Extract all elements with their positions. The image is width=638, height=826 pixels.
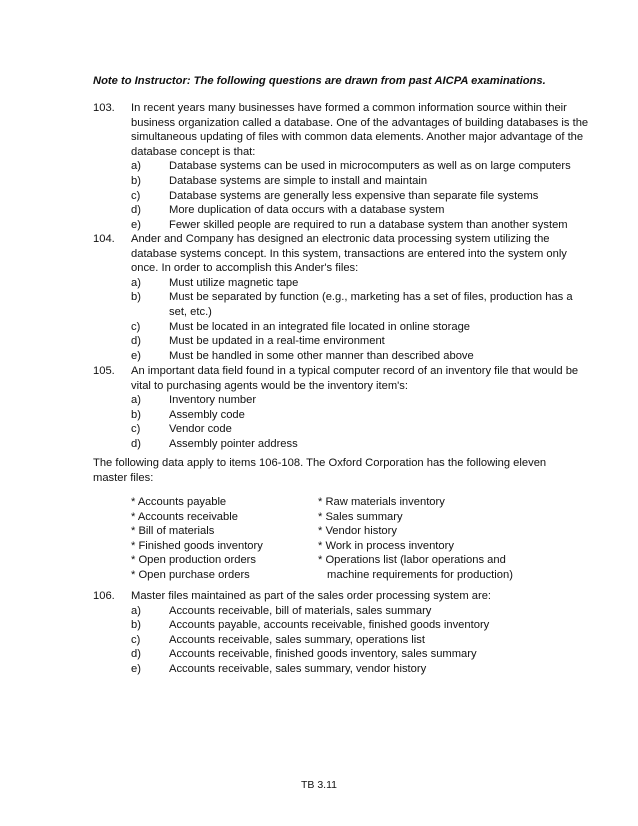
answer-option [131, 174, 593, 189]
page-footer: TB 3.11 [301, 779, 337, 791]
answer-option [131, 290, 593, 319]
answer-option [131, 437, 593, 452]
question-stem: In recent years many businesses have formed a common information source within their business organization called a database. One of the advantages of building databases is the simultaneous updating of files with common data elements. Another major advantage of the database concept is that: [131, 102, 589, 158]
option-text: Database systems are generally less expensive than separate file systems [169, 189, 539, 202]
answer-option [131, 189, 593, 204]
option-letter: c) [131, 423, 141, 436]
option-letter: b) [131, 408, 141, 421]
option-letter: a) [131, 394, 141, 407]
answer-option [131, 604, 593, 619]
option-letter: b) [131, 174, 141, 187]
answer-option [131, 618, 593, 633]
option-letter: e) [131, 662, 141, 675]
option-letter: a) [131, 160, 141, 173]
answer-option [131, 422, 593, 437]
option-text: Must be updated in a real-time environment [169, 335, 385, 348]
master-file-item: * Accounts payable [131, 496, 227, 508]
master-file-item: * Open production orders [131, 554, 257, 567]
option-text: Accounts receivable, bill of materials, sales summary [169, 604, 432, 617]
option-letter: a) [131, 276, 141, 289]
option-text: Accounts receivable, finished goods inventory, sales summary [169, 648, 477, 661]
answer-option [131, 334, 593, 349]
answer-option [131, 647, 593, 662]
option-letter: e) [131, 349, 141, 362]
question-stem: Ander and Company has designed an electronic data processing system utilizing the database systems concept. In this system, transactions are entered into the system only once. In order to accomplish this Ander's files: [131, 233, 567, 275]
answer-option [131, 159, 593, 174]
answer-option [131, 408, 593, 423]
question-103 [93, 101, 593, 232]
master-file-item: * Vendor history [318, 525, 397, 538]
option-text: Fewer skilled people are required to run a database system than another system [169, 218, 568, 231]
option-text: Must utilize magnetic tape [169, 276, 299, 289]
option-letter: d) [131, 437, 141, 450]
option-text: Accounts receivable, sales summary, vendor history [169, 662, 427, 675]
answer-option [131, 276, 593, 291]
answer-option [131, 662, 593, 677]
option-letter: c) [131, 320, 141, 333]
option-text: Assembly pointer address [169, 437, 298, 450]
answer-option [131, 203, 593, 218]
option-letter: c) [131, 189, 141, 202]
master-files-column-right [318, 495, 513, 583]
option-text: Vendor code [169, 423, 232, 436]
option-text: Accounts receivable, sales summary, operations list [169, 633, 425, 646]
master-file-item: * Sales summary [318, 510, 403, 523]
question-105 [93, 364, 593, 452]
option-text: Database systems are simple to install and maintain [169, 174, 428, 187]
question-stem: An important data field found in a typical computer record of an inventory file that would be vital to purchasing agents would be the inventory item's: [131, 365, 579, 392]
question-number: 105. [93, 365, 115, 377]
master-file-item: * Raw materials inventory [318, 496, 445, 508]
option-letter: d) [131, 335, 141, 348]
option-letter: e) [131, 218, 141, 231]
question-104 [93, 232, 593, 363]
answer-option [131, 393, 593, 408]
master-file-item: * Finished goods inventory [131, 539, 263, 552]
master-file-item: * Open purchase orders [131, 568, 250, 581]
option-letter: d) [131, 648, 141, 661]
option-letter: d) [131, 204, 141, 217]
master-file-item: * Operations list (labor operations and [318, 554, 506, 567]
answer-option [131, 320, 593, 335]
option-text: Must be located in an integrated file located in online storage [169, 320, 471, 333]
option-letter: c) [131, 633, 141, 646]
answer-option [131, 218, 593, 233]
option-letter: b) [131, 619, 141, 632]
question-number: 106. [93, 590, 115, 602]
option-text: Must be separated by function (e.g., marketing has a set of files, production has a set, etc.) [169, 291, 573, 318]
option-letter: a) [131, 604, 141, 617]
option-letter: b) [131, 291, 141, 304]
question-number: 104. [93, 233, 115, 245]
instructor-note: Note to Instructor: The following questions are drawn from past AICPA examinations. [93, 75, 546, 87]
question-106 [93, 589, 593, 677]
answer-option [131, 633, 593, 648]
master-file-item: * Work in process inventory [318, 539, 454, 552]
option-text: Inventory number [169, 394, 257, 407]
question-number: 103. [93, 102, 115, 114]
answer-option [131, 349, 593, 364]
master-file-item: * Accounts receivable [131, 510, 238, 523]
option-text: Database systems can be used in microcomputers as well as on large computers [169, 160, 571, 173]
option-text: More duplication of data occurs with a database system [169, 204, 445, 217]
question-stem: Master files maintained as part of the sales order processing system are: [131, 590, 492, 602]
option-text: Assembly code [169, 408, 245, 421]
option-text: Must be handled in some other manner than described above [169, 349, 474, 362]
master-file-item: * Bill of materials [131, 525, 215, 538]
master-files-column-left [131, 495, 263, 583]
master-file-item-continuation: machine requirements for production) [327, 568, 513, 581]
option-text: Accounts payable, accounts receivable, finished goods inventory [169, 619, 490, 632]
data-intro-paragraph: The following data apply to items 106-108. The Oxford Corporation has the following eleven master files: [93, 457, 547, 484]
